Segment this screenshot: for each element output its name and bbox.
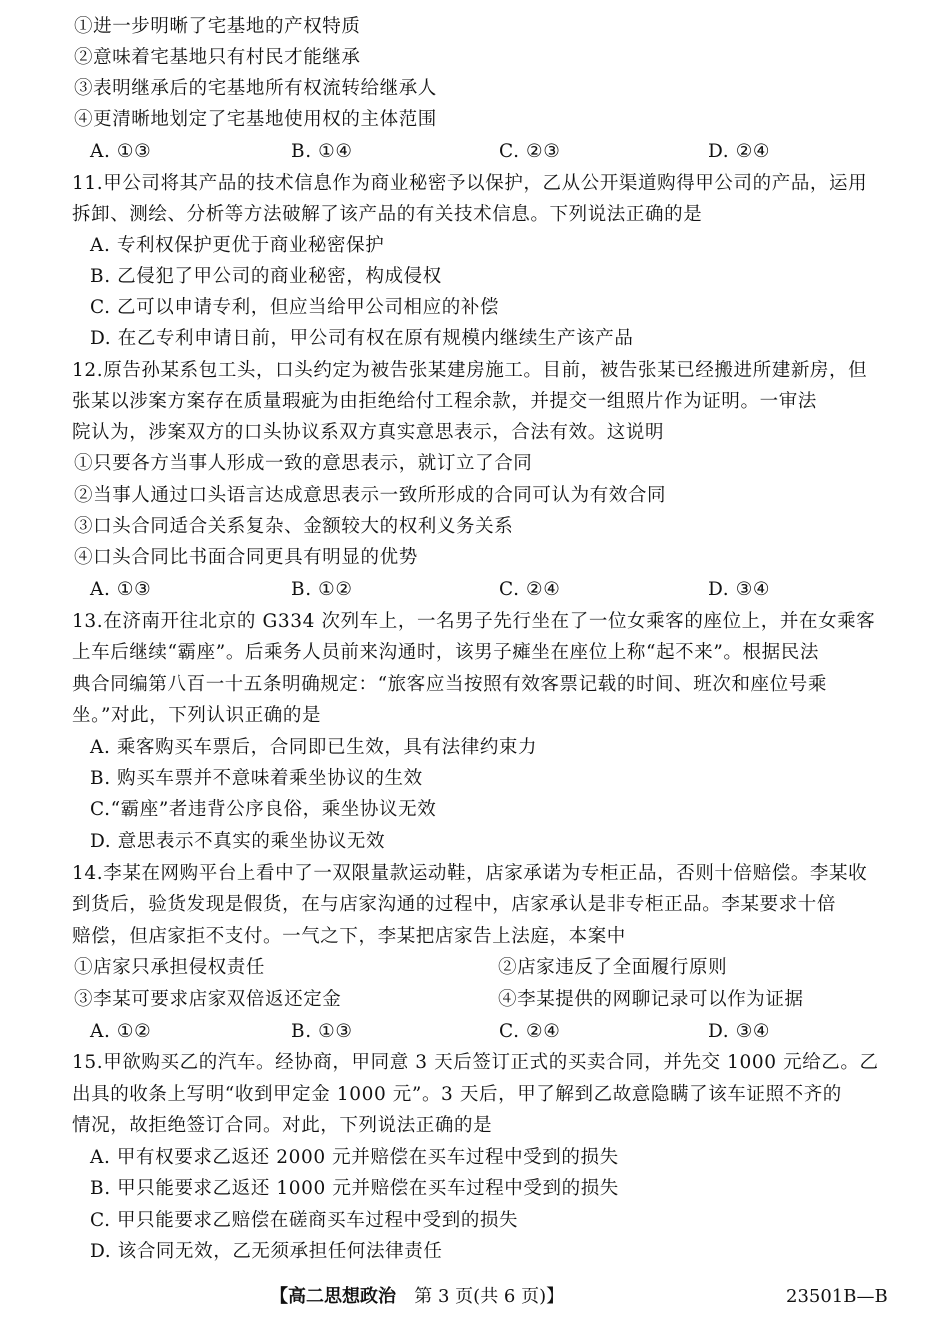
q13-choice-a: A. 乘客购买车票后，合同即已生效，具有法律约束力 <box>90 737 538 758</box>
q11-choice-c: C. 乙可以申请专利，但应当给甲公司相应的补偿 <box>90 297 500 318</box>
q10-option-2: ②意味着宅基地只有村民才能继承 <box>74 47 361 68</box>
q10-choice-a: A. ①③ <box>90 141 152 162</box>
q13-stem-line-4: 坐。”对此，下列认识正确的是 <box>72 705 322 726</box>
q14-option-2: ②店家违反了全面履行原则 <box>498 957 728 978</box>
q10-option-3: ③表明继承后的宅基地所有权流转给继承人 <box>74 78 437 99</box>
q12-option-3: ③口头合同适合关系复杂、金额较大的权利义务关系 <box>74 516 514 537</box>
q14-option-3: ③李某可要求店家双倍返还定金 <box>74 989 342 1010</box>
q13-stem-line-3: 典合同编第八百一十五条明确规定：“旅客应当按照有效客票记载的时间、班次和座位号乘 <box>72 674 827 695</box>
q15-stem-line-3: 情况，故拒绝签订合同。对此，下列说法正确的是 <box>72 1115 493 1136</box>
q14-choice-a: A. ①② <box>90 1021 152 1042</box>
q11-stem-line-2: 拆卸、测绘、分析等方法破解了该产品的有关技术信息。下列说法正确的是 <box>72 204 703 225</box>
q14-choice-c: C. ②④ <box>499 1021 561 1042</box>
q14-stem-line-1: 14.李某在网购平台上看中了一双限量款运动鞋，店家承诺为专柜正品，否则十倍赔偿。李某收 <box>72 863 868 884</box>
q12-stem-line-3: 院认为，涉案双方的口头协议系双方真实意思表示，合法有效。这说明 <box>72 422 665 443</box>
footer-subject: 【高二思想政治 <box>270 1286 396 1307</box>
q11-choice-d: D. 在乙专利申请日前，甲公司有权在原有规模内继续生产该产品 <box>90 328 634 349</box>
q14-option-1: ①店家只承担侵权责任 <box>74 957 266 978</box>
q10-choice-c: C. ②③ <box>499 141 561 162</box>
q15-choice-b: B. 甲只能要求乙返还 1000 元并赔偿在买车过程中受到的损失 <box>90 1178 619 1199</box>
q15-stem-line-1: 15.甲欲购买乙的汽车。经协商，甲同意 3 天后签订正式的买卖合同，并先交 1000 元给乙。乙 <box>72 1052 879 1073</box>
q10-option-1: ①进一步明晰了宅基地的产权特质 <box>74 16 361 37</box>
q14-choice-d: D. ③④ <box>708 1021 771 1042</box>
q12-option-1: ①只要各方当事人形成一致的意思表示，就订立了合同 <box>74 453 533 474</box>
q12-stem-line-1: 12.原告孙某系包工头，口头约定为被告张某建房施工。目前，被告张某已经搬进所建新房，但 <box>72 360 868 381</box>
q13-choice-c: C.“霸座”者违背公序良俗，乘坐协议无效 <box>90 799 437 820</box>
footer-exam-code: 23501B—B <box>786 1286 888 1307</box>
footer-page-number: 第 3 页(共 6 页)】 <box>414 1286 565 1307</box>
q10-choice-b: B. ①④ <box>291 141 353 162</box>
q11-choice-b: B. 乙侵犯了甲公司的商业秘密，构成侵权 <box>90 266 442 287</box>
q12-choice-c: C. ②④ <box>499 579 561 600</box>
q15-choice-a: A. 甲有权要求乙返还 2000 元并赔偿在买车过程中受到的损失 <box>90 1147 619 1168</box>
q12-choice-d: D. ③④ <box>708 579 771 600</box>
q11-choice-a: A. 专利权保护更优于商业秘密保护 <box>90 235 385 256</box>
q12-choice-b: B. ①② <box>291 579 353 600</box>
q14-option-4: ④李某提供的网聊记录可以作为证据 <box>498 989 804 1010</box>
q14-choice-b: B. ①③ <box>291 1021 353 1042</box>
footer-title <box>270 1285 564 1309</box>
q15-choice-d: D. 该合同无效，乙无须承担任何法律责任 <box>90 1241 443 1262</box>
q12-stem-line-2: 张某以涉案方案存在质量瑕疵为由拒绝给付工程余款，并提交一组照片作为证明。一审法 <box>72 391 817 412</box>
q13-stem-line-2: 上车后继续“霸座”。后乘务人员前来沟通时，该男子瘫坐在座位上称“起不来”。根据民法 <box>72 642 819 663</box>
q13-choice-b: B. 购买车票并不意味着乘坐协议的生效 <box>90 768 423 789</box>
q12-option-2: ②当事人通过口头语言达成意思表示一致所形成的合同可认为有效合同 <box>74 485 667 506</box>
q12-option-4: ④口头合同比书面合同更具有明显的优势 <box>74 547 418 568</box>
q14-stem-line-3: 赔偿，但店家拒不支付。一气之下，李某把店家告上法庭，本案中 <box>72 926 626 947</box>
q10-choice-d: D. ②④ <box>708 141 771 162</box>
q15-stem-line-2: 出具的收条上写明“收到甲定金 1000 元”。3 天后，甲了解到乙故意隐瞒了该车证照不齐的 <box>72 1084 842 1105</box>
q13-choice-d: D. 意思表示不真实的乘坐协议无效 <box>90 831 386 852</box>
q13-stem-line-1: 13.在济南开往北京的 G334 次列车上，一名男子先行坐在了一位女乘客的座位上，并在女乘客 <box>72 611 876 632</box>
q15-choice-c: C. 甲只能要求乙赔偿在磋商买车过程中受到的损失 <box>90 1210 519 1231</box>
q10-option-4: ④更清晰地划定了宅基地使用权的主体范围 <box>74 109 437 130</box>
q14-stem-line-2: 到货后，验货发现是假货，在与店家沟通的过程中，店家承认是非专柜正品。李某要求十倍 <box>72 894 837 915</box>
q11-stem-line-1: 11.甲公司将其产品的技术信息作为商业秘密予以保护，乙从公开渠道购得甲公司的产品，运用 <box>72 173 868 194</box>
q12-choice-a: A. ①③ <box>90 579 152 600</box>
